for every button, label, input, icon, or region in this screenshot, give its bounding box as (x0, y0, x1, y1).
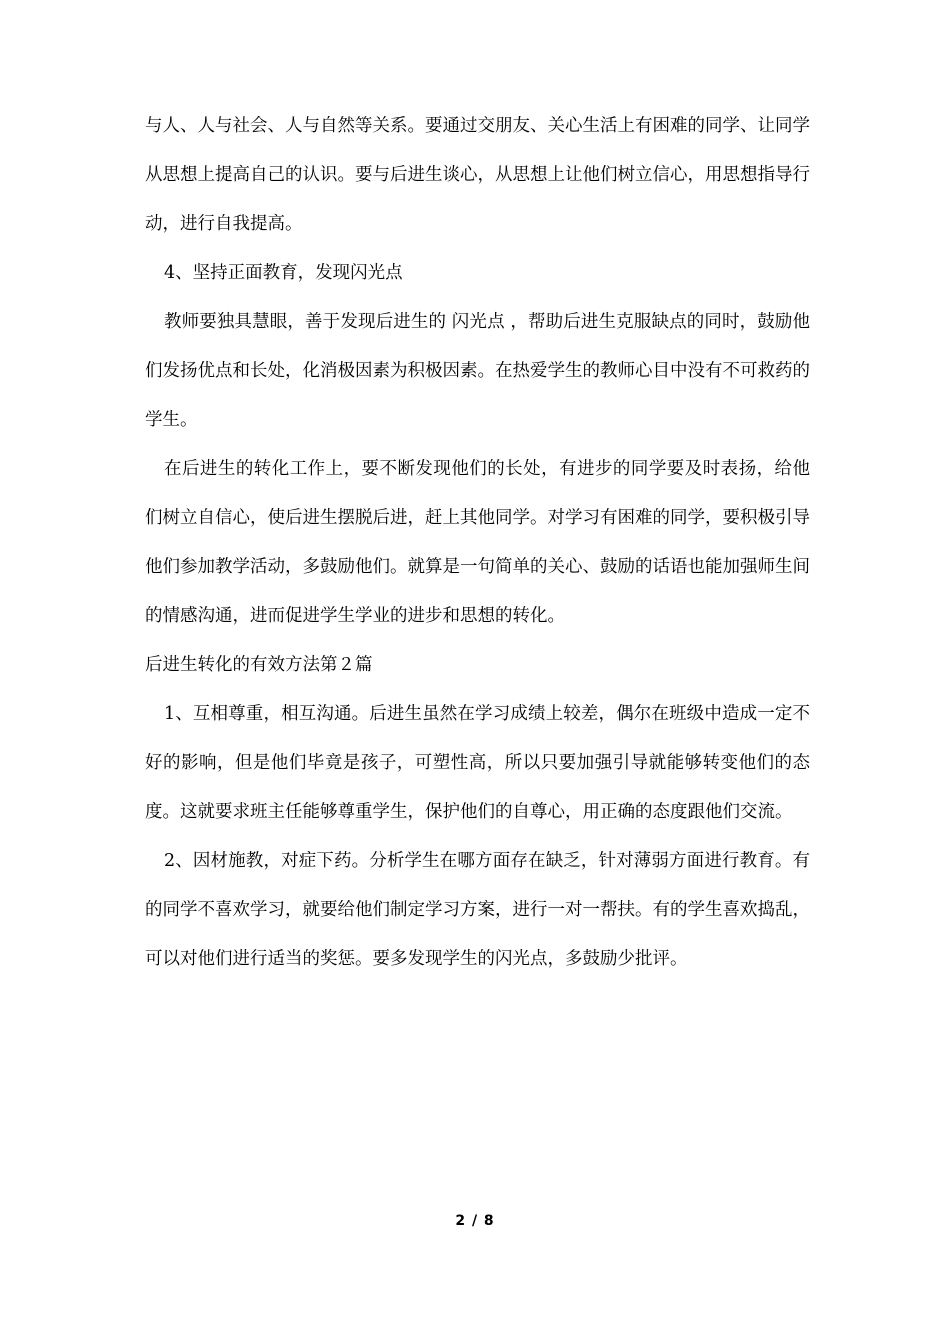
paragraph-transformation: 在后进生的转化工作上，要不断发现他们的长处，有进步的同学要及时表扬，给他们树立自信心，使后进生摆脱后进，赶上其他同学。对学习有困难的同学，要积极引导他们参加教学活动，多鼓励他们。就算是一句简单的关心、鼓励的话语也能加强师生间的情感沟通，进而促进学生学业的进步和思想的转化。 (145, 459, 810, 626)
paragraph-mutual-respect: 1、互相尊重，相互沟通。后进生虽然在学习成绩上较差，偶尔在班级中造成一定不好的影响，但是他们毕竟是孩子，可塑性高，所以只要加强引导就能够转变他们的态度。这就要求班主任能够尊重学生，保护他们的自尊心，用正确的态度跟他们交流。 (145, 704, 810, 822)
document-body (145, 102, 810, 984)
paragraph-relations: 与人、人与社会、人与自然等关系。要通过交朋友、关心生活上有困难的同学、让同学从思想上提高自己的认识。要与后进生谈心，从思想上让他们树立信心，用思想指导行动，进行自我提高。 (145, 116, 810, 234)
paragraph-highlights: 教师要独具慧眼，善于发现后进生的 闪光点 ，帮助后进生克服缺点的同时，鼓励他们发扬优点和长处，化消极因素为积极因素。在热爱学生的教师心目中没有不可救药的学生。 (145, 312, 810, 430)
chapter-title: 后进生转化的有效方法第２篇 (145, 655, 373, 675)
paragraph-tailored-teaching: 2、因材施教，对症下药。分析学生在哪方面存在缺乏，针对薄弱方面进行教育。有的同学不喜欢学习，就要给他们制定学习方案，进行一对一帮扶。有的学生喜欢捣乱，可以对他们进行适当的奖惩。要多发现学生的闪光点，多鼓励少批评。 (145, 851, 810, 969)
section-heading-positive-education: 4、坚持正面教育，发现闪光点 (164, 263, 403, 283)
page-number-indicator: 2 / 8 (455, 1213, 495, 1229)
